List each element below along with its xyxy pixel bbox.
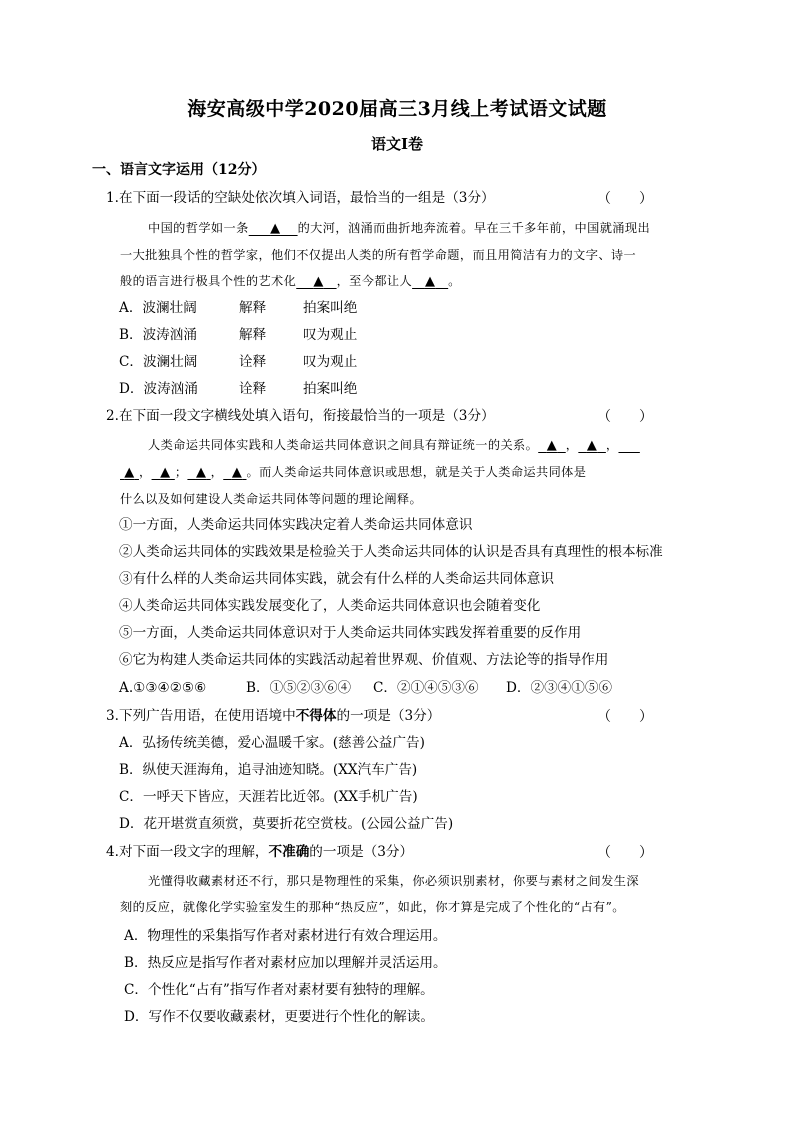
answer-paren-q3: （ ） [597, 709, 653, 725]
fill-blank [152, 463, 175, 482]
blank-marker: ▲ [160, 465, 171, 480]
option-word: D．波涛汹涌 [119, 381, 198, 397]
fill-blank [578, 436, 606, 455]
q2-statement: ③有什么样的人类命运共同体实践，就会有什么样的人类命运共同体意识 [119, 571, 554, 587]
fill-blank [120, 463, 139, 482]
q1-passage-line: 一大批独具个性的哲学家，他们不仅提出人类的所有哲学命题，而且用简洁有力的文字、诗一 [120, 248, 637, 262]
q1-text: ，至今都让人 [336, 274, 413, 288]
question-1-stem: 1.在下面一段话的空缺处依次填入词语，最恰当的一组是（3分） [106, 190, 495, 206]
q4-passage-line: 光懂得收藏素材还不行，那只是物理性的采集，你必须识别素材，你要与素材之间发生深 [148, 874, 639, 888]
blank-marker: ▲ [231, 465, 243, 480]
q1-passage-line [148, 219, 650, 238]
paper-subtitle: 语文Ⅰ卷 [370, 135, 424, 153]
q1-option [119, 380, 357, 398]
q2-statement: ①一方面，人类命运共同体实践决定着人类命运共同体意识 [119, 517, 473, 533]
option-word: 诠释 [239, 381, 267, 397]
q1-option [119, 353, 357, 371]
option-word: 解释 [239, 300, 267, 316]
q2-passage-line: ▲ ， ▲ ； ▲ ， ▲ 。而人类命运共同体意识或思想，就是关于人类命运共同体是 [120, 463, 586, 482]
q1-passage-line [120, 272, 461, 291]
blank-marker: ▲ [424, 274, 436, 289]
question-3-stem [106, 707, 440, 725]
stem-emphasis: 不得体 [295, 708, 337, 724]
q2-statement: ④人类命运共同体实践发展变化了，人类命运共同体意识也会随着变化 [119, 598, 541, 614]
q3-option: B．纵使天涯海角，追寻油迹知晓。(XX汽车广告) [119, 762, 418, 778]
blank-marker: ▲ [270, 221, 281, 236]
q2-text: 。而人类命运共同体意识或思想，就是关于人类命运共同体是 [246, 465, 587, 479]
option-word: 拍案叫绝 [303, 381, 358, 397]
q1-text: 的大河，汹涌而曲折地奔流着。早在三千多年前，中国就涌现出 [297, 221, 651, 235]
stem-text: 的一项是（3分） [309, 844, 414, 860]
q1-option [119, 326, 357, 344]
q1-option [119, 299, 357, 317]
q2-choice: C．②①④⑤③⑥ [373, 680, 479, 696]
q2-choice: A.①③④②⑤⑥ [119, 680, 207, 696]
q1-text: 般的语言进行极具个性的艺术化 [120, 274, 297, 288]
fill-blank [618, 436, 639, 454]
q3-option: A．弘扬传统美德，爱心温暖千家。(慈善公益广告) [119, 735, 425, 751]
blank-marker: ▲ [195, 465, 207, 480]
section-heading: 一、语言文字运用（12分） [92, 162, 266, 178]
question-4-stem [106, 843, 413, 861]
blank-marker: ▲ [546, 438, 558, 453]
q3-option: C．一呼天下皆应，天涯若比近邻。(XX手机广告) [119, 789, 418, 805]
q2-text: 人类命运共同体实践和人类命运共同体意识之间具有辩证统一的关系。 [148, 438, 539, 452]
fill-blank [538, 436, 566, 455]
fill-blank [296, 272, 336, 291]
q4-option: A．物理性的采集指写作者对素材进行有效合理运用。 [124, 928, 447, 944]
option-word: 拍案叫绝 [303, 300, 358, 316]
page-title: 海安高级中学2020届高三3月线上考试语文试题 [187, 98, 607, 120]
option-word: 叹为观止 [303, 327, 358, 343]
q2-statement: ⑥它为构建人类命运共同体的实践活动起着世界观、价值观、方法论等的指导作用 [119, 652, 609, 668]
stem-text: 4.对下面一段文字的理解， [106, 844, 269, 860]
option-word: 诠释 [239, 354, 267, 370]
q4-option: C．个性化“占有”指写作者对素材要有独特的理解。 [124, 982, 434, 998]
option-word: 叹为观止 [303, 354, 358, 370]
fill-blank [412, 272, 448, 291]
question-2-stem: 2.在下面一段文字横线处填入语句，衔接最恰当的一项是（3分） [106, 408, 495, 424]
q2-statement: ⑤一方面，人类命运共同体意识对于人类命运共同体实践发挥着重要的反作用 [119, 625, 582, 641]
q2-choices [119, 679, 612, 697]
answer-paren-q1: （ ） [597, 191, 653, 207]
q4-passage-line: 刻的反应，就像化学实验室发生的那种“热反应”，如此，你才算是完成了个性化的“占有”。 [120, 900, 625, 914]
blank-marker: ▲ [124, 465, 135, 480]
q2-choice: D．②③④①⑤⑥ [506, 680, 613, 696]
answer-paren-q2: （ ） [597, 409, 653, 425]
q1-text: 。 [448, 274, 461, 288]
q4-option: D．写作不仅要收藏素材，更要进行个性化的解读。 [124, 1009, 434, 1025]
blank-marker: ▲ [313, 274, 324, 289]
q2-passage-line: 什么以及如何建设人类命运共同体等问题的理论阐释。 [120, 492, 423, 506]
blank-marker: ▲ [586, 438, 598, 453]
q2-passage-line: 人类命运共同体实践和人类命运共同体意识之间具有辩证统一的关系。 ▲ ， ▲ ， [148, 436, 640, 455]
stem-text: 的一项是（3分） [336, 708, 441, 724]
fill-blank [223, 463, 246, 482]
fill-blank [187, 463, 210, 482]
option-word: A．波澜壮阔 [119, 300, 197, 316]
q2-statement: ②人类命运共同体的实践效果是检验关于人类命运共同体的认识是否具有真理性的根本标准 [119, 544, 663, 560]
q1-text: 中国的哲学如一条 [148, 221, 249, 235]
q4-option: B．热反应是指写作者对素材应加以理解并灵活运用。 [124, 955, 447, 971]
stem-text: 3.下列广告用语，在使用语境中 [106, 708, 296, 724]
fill-blank [249, 219, 298, 238]
q3-option: D．花开堪赏直须赏，莫要折花空赏枝。(公园公益广告) [119, 816, 454, 832]
stem-emphasis: 不准确 [268, 844, 310, 860]
option-word: C．波澜壮阔 [119, 354, 198, 370]
option-word: 解释 [239, 327, 267, 343]
q2-choice: B．①⑤②③⑥④ [246, 680, 352, 696]
answer-paren-q4: （ ） [597, 845, 653, 861]
option-word: B．波涛汹涌 [119, 327, 197, 343]
